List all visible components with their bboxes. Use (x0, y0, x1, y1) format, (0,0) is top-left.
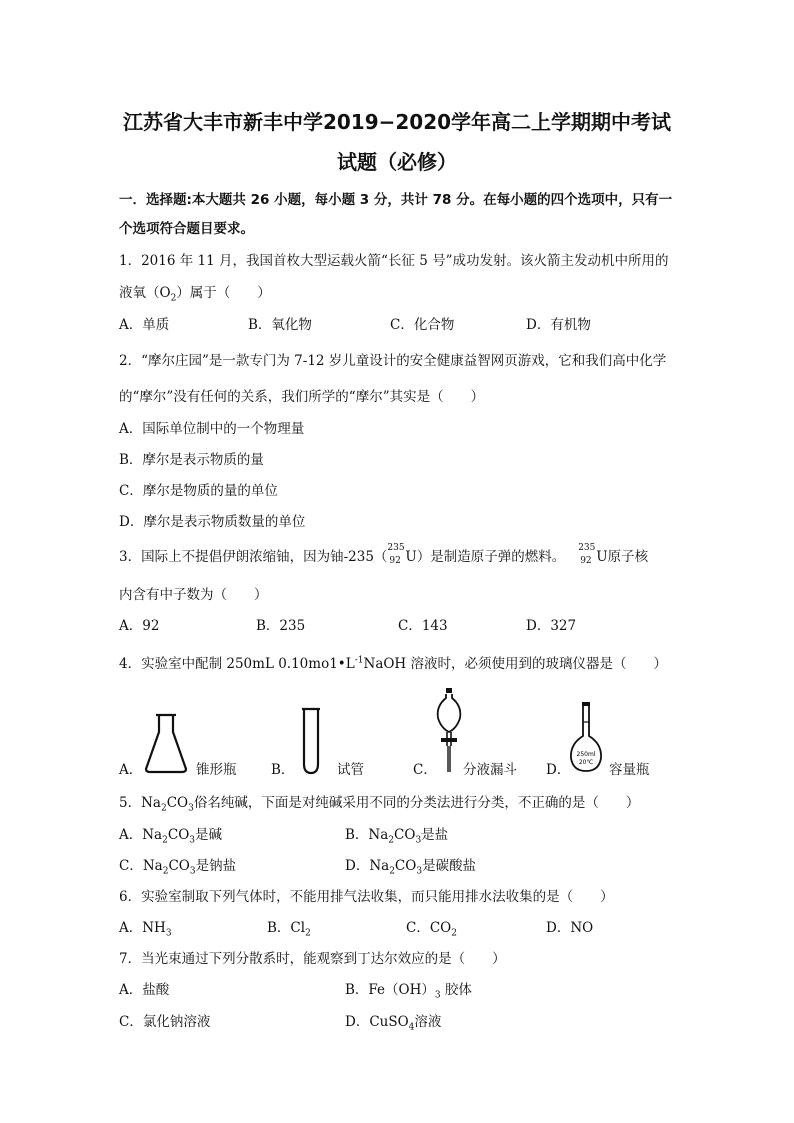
q4-option-d-letter: D． (546, 762, 571, 778)
q4-option-c-label: 分液漏斗 (463, 762, 517, 778)
q4-option-b-label: 试管 (337, 762, 364, 778)
q2-option-b: B．摩尔是表示物质的量 (119, 452, 264, 468)
q4-option-b-letter: B． (271, 762, 295, 778)
q2-option-d: D．摩尔是表示物质数量的单位 (119, 514, 306, 530)
q3-option-d: D．327 (526, 618, 577, 634)
q1-option-b: B．氧化物 (248, 317, 312, 333)
separatory-funnel-icon (433, 686, 465, 778)
uranium-isotope-symbol: 235 92 U (387, 543, 417, 566)
page-title-line-1: 江苏省大丰市新丰中学2019−2020学年高二上学期期中考试 (122, 110, 672, 134)
q6-option-d: D．NO (546, 920, 594, 936)
q2-option-a: A．国际单位制中的一个物理量 (119, 421, 305, 437)
flask-temp-text: 20℃ (578, 759, 594, 766)
q6-option-b: B．$Cl_2$ (267, 920, 311, 939)
section-instructions-line-2: 个选项符合题目要求。 (119, 221, 254, 237)
q1-option-d: D．有机物 (526, 317, 591, 333)
q5-option-d: D．$Na_2CO_3$是碳酸盐 (345, 858, 477, 877)
page-title-line-2: 试题（必修） (337, 150, 457, 174)
q3-option-a: A．92 (119, 618, 160, 634)
q7-option-b: B．$Fe(OH)_3$ 胶体 (345, 982, 472, 1001)
q2-option-c: C．摩尔是物质的量的单位 (119, 483, 278, 499)
q7-option-d: D．CuSO$_4$溶液 (345, 1014, 442, 1033)
q4-option-c-letter: C． (413, 762, 437, 778)
uranium-isotope-symbol-2: 235 92 U (578, 543, 608, 566)
q5-stem: 5．$Na_2CO_3$俗名纯碱，下面是对纯碱采用不同的分类法进行分类，不正确的是（ ） (119, 795, 640, 814)
q4-option-a-label: 锥形瓶 (196, 762, 237, 778)
q7-option-a: A．盐酸 (119, 982, 170, 998)
q6-stem: 6．实验室制取下列气体时，不能用排气法收集，而只能用排水法收集的是（ ） (119, 889, 614, 905)
q7-option-c: C．氯化钠溶液 (119, 1014, 211, 1030)
volumetric-flask-icon (566, 700, 606, 774)
q2-stem-line-1: 2．“摩尔庄园”是一款专门为 7-12 岁儿童设计的安全健康益智网页游戏，它和我们高中化学 (119, 353, 667, 369)
test-tube-icon (299, 706, 323, 776)
q7-stem: 7．当光束通过下列分散系时，能观察到丁达尔效应的是（ ） (119, 951, 506, 967)
q2-stem-line-2: 的“摩尔”没有任何的关系，我们所学的“摩尔”其实是（ ） (119, 389, 485, 405)
q3-stem-line-2: 内含有中子数为（ ） (119, 587, 268, 603)
q1-option-a: A．单质 (119, 317, 170, 333)
q1-stem-line-1: 1．2016 年 11 月，我国首枚大型运载火箭“长征 5 号”成功发射。该火箭主发动机中所用的 (119, 253, 669, 269)
q4-option-d-label: 容量瓶 (609, 762, 650, 778)
conical-flask-icon (143, 712, 189, 774)
flask-volume-text: 250ml (576, 751, 596, 758)
q1-stem-line-2: 液氧$(O_2)$属于（ ） (119, 285, 271, 304)
q3-option-c: C．143 (398, 618, 448, 634)
q3-option-b: B．235 (256, 618, 306, 634)
q3-stem-line-1: 3．国际上不提倡伊朗浓缩铀，因为铀-235（ 235 92 U）是制造原子弹的燃料。 235 92 U原子核 (119, 543, 649, 566)
q5-option-c: C．$Na_2CO_3$是钠盐 (119, 858, 237, 877)
q5-option-a: A．$Na_2CO_3$是碱 (119, 827, 222, 846)
section-instructions-line-1: 一．选择题:本大题共 26 小题，每小题 3 分，共计 78 分。在每小题的四个选项中，只有一 (119, 192, 673, 208)
q4-option-a-letter: A． (119, 762, 143, 778)
q1-option-c: C．化合物 (390, 317, 455, 333)
q4-stem: 4．实验室中配制 250mL $0.10mo1•L^{-1}NaOH$ 溶液时，必须使用到的玻璃仪器是（ ） (119, 655, 667, 672)
q5-option-b: B．$Na_2CO_3$是盐 (345, 827, 449, 846)
q6-option-c: C．$CO_2$ (406, 920, 457, 939)
q6-option-a: A．$NH_3$ (119, 920, 172, 939)
